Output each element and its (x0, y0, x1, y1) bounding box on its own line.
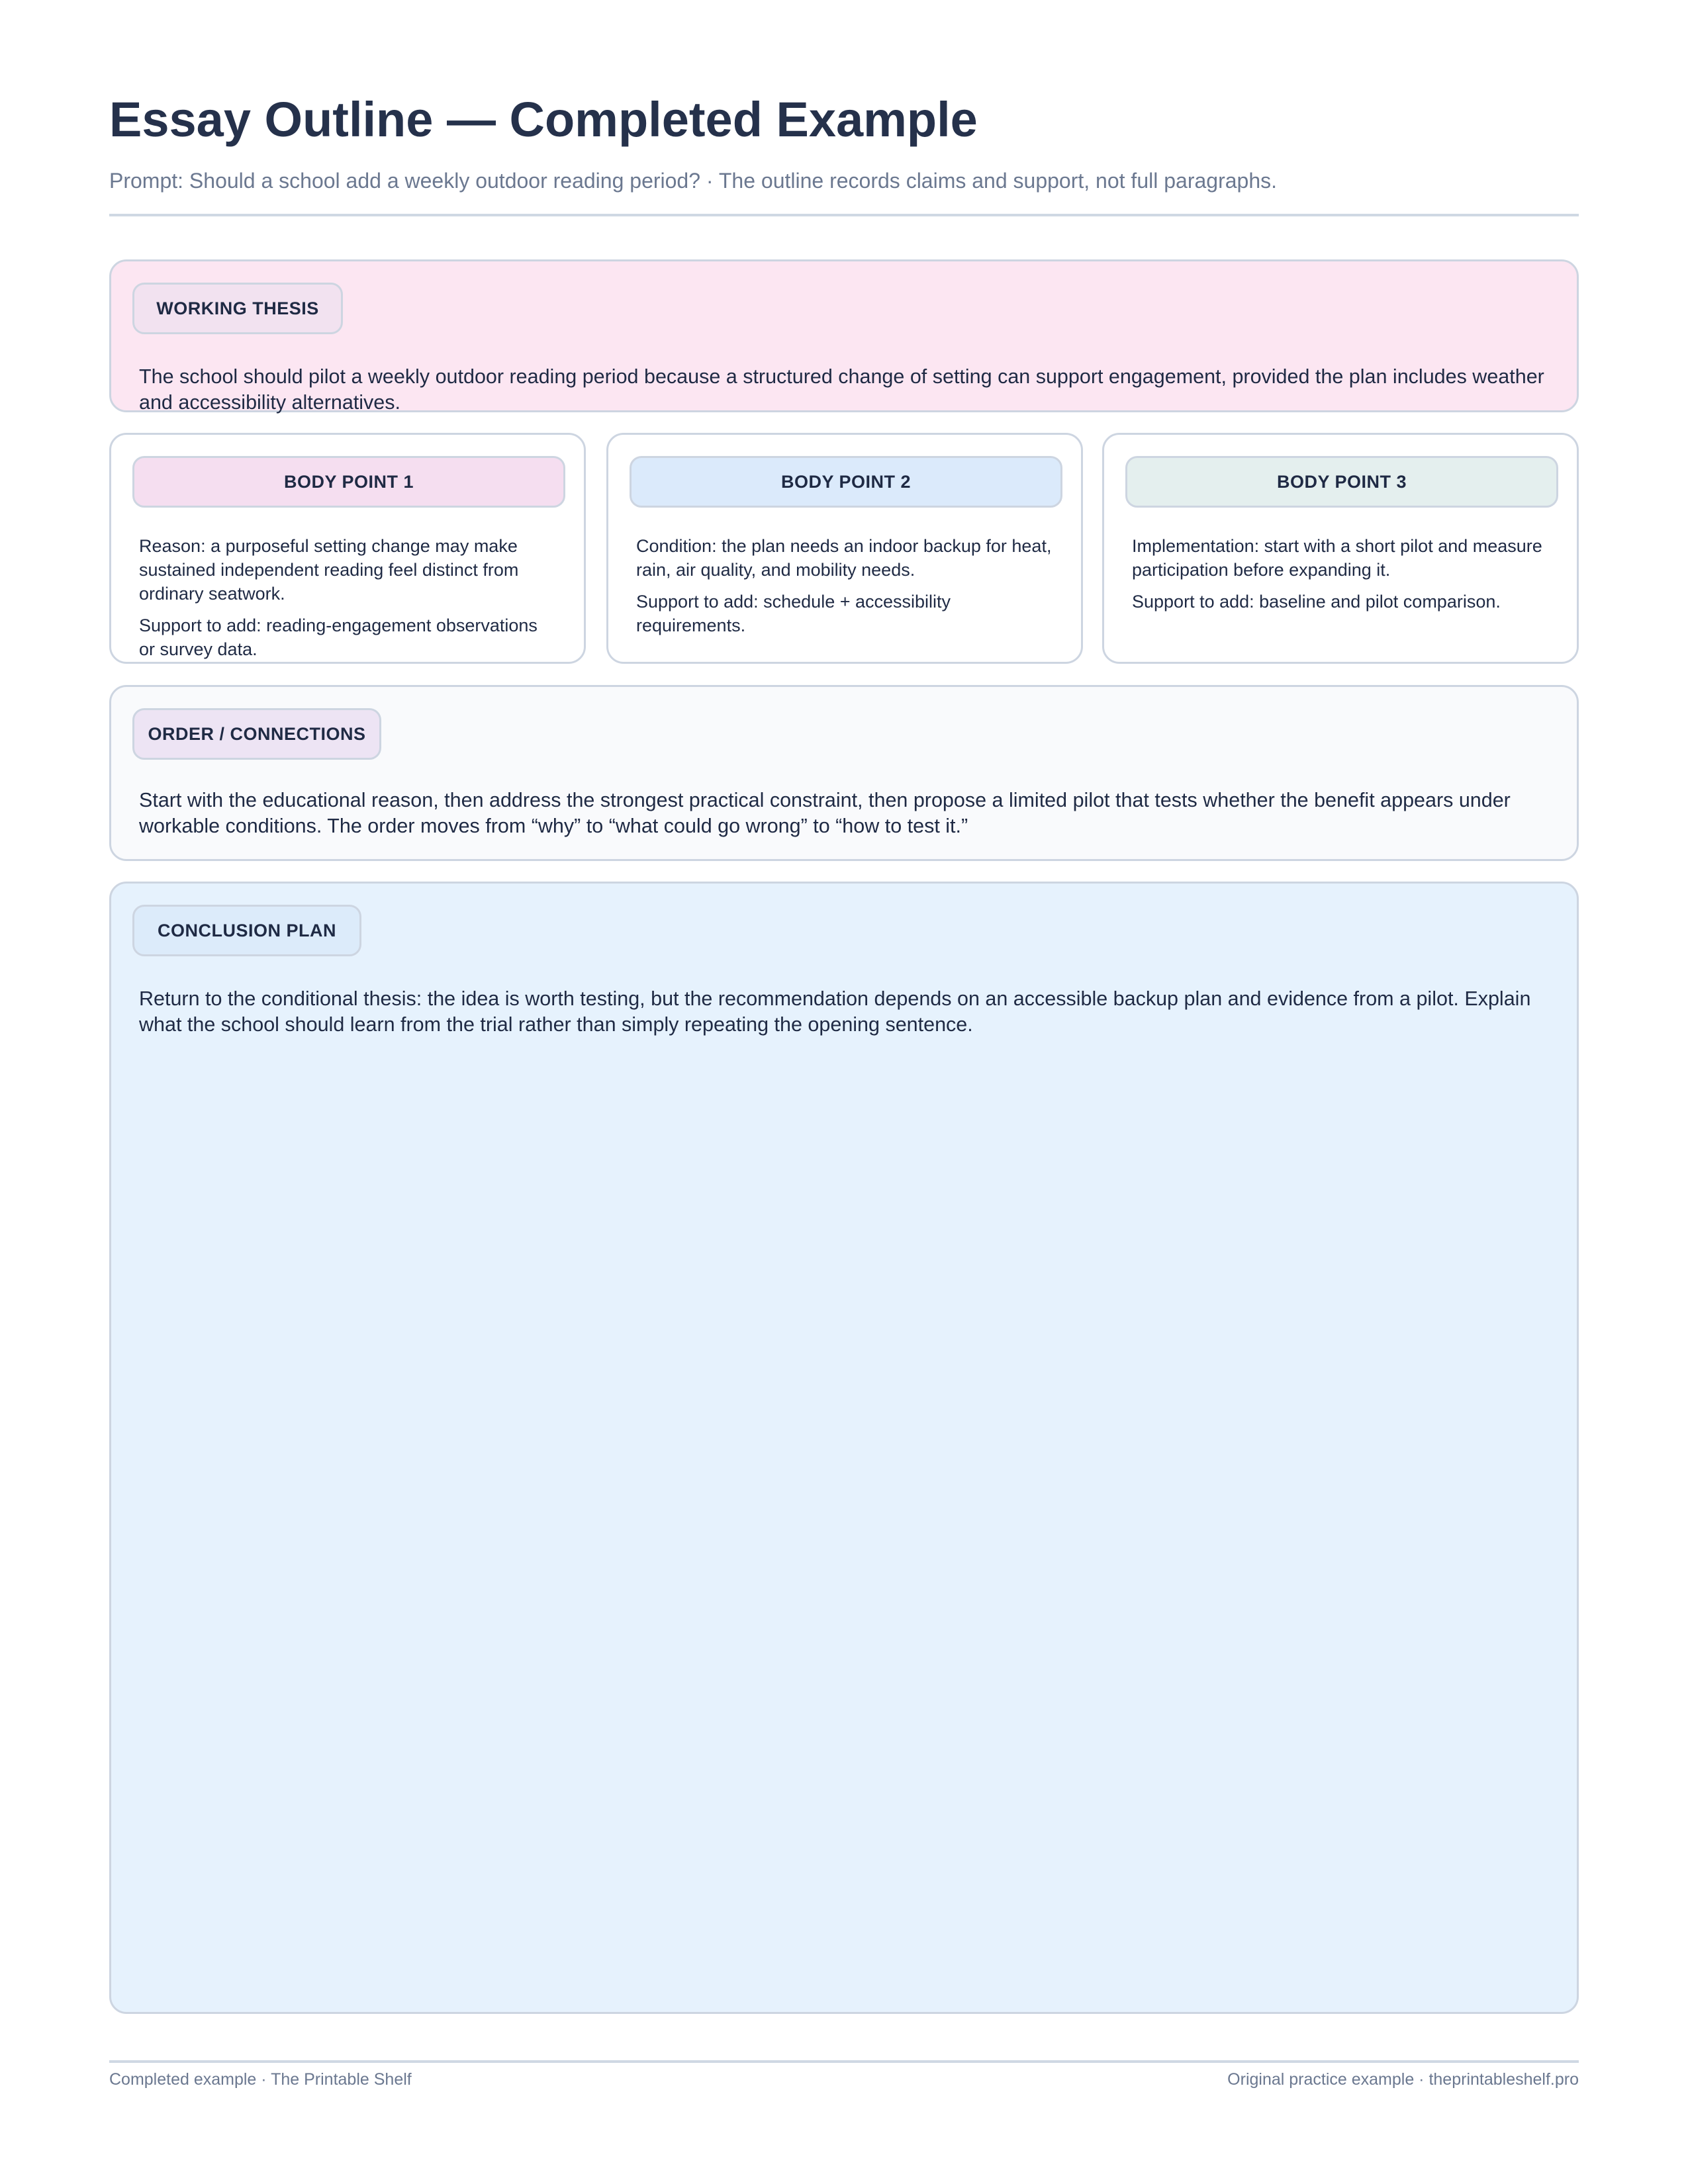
thesis-card (109, 259, 1579, 412)
conclusion-text: Return to the conditional thesis: the idea is worth testing, but the recommendation depends on an accessible backup plan and evidence from a pilot. Explain what the school should learn from the trial rather than simply repeating the opening sentence. (139, 987, 1531, 1036)
body-point-2-support: Support to add: schedule + accessibility requirements. (636, 592, 951, 635)
body-point-1-label: BODY POINT 1 (132, 456, 565, 508)
conclusion-card (109, 882, 1579, 2014)
body-point-3-label: BODY POINT 3 (1125, 456, 1558, 508)
body-point-3-content (1132, 534, 1550, 621)
thesis-label: WORKING THESIS (132, 283, 343, 334)
body-point-2-label: BODY POINT 2 (630, 456, 1062, 508)
body-point-1-reason: Reason: a purposeful setting change may make sustained independent reading feel distinct from ordinary seatwork. (139, 536, 519, 604)
body-point-2-content (636, 534, 1055, 645)
order-card (109, 685, 1579, 861)
footer-left: Completed example · The Printable Shelf (109, 2070, 412, 2089)
body-point-3-reason: Implementation: start with a short pilot and measure participation before expanding it. (1132, 536, 1542, 580)
page-title: Essay Outline — Completed Example (109, 92, 978, 147)
footer-divider (109, 2060, 1579, 2063)
worksheet-page (109, 0, 1579, 2184)
footer-right: Original practice example · theprintableshelf.pro (1227, 2070, 1579, 2089)
prompt-text: Prompt: Should a school add a weekly outdoor reading period? · The outline records claims and support, not full paragraphs. (109, 169, 1277, 193)
body-point-2-card (606, 433, 1083, 664)
body-point-1-card (109, 433, 586, 664)
body-point-1-content (139, 534, 557, 669)
body-point-3-support: Support to add: baseline and pilot comparison. (1132, 592, 1501, 612)
header-divider (109, 214, 1579, 216)
body-point-1-support: Support to add: reading-engagement observations or survey data. (139, 615, 538, 659)
order-label: ORDER / CONNECTIONS (132, 708, 381, 760)
conclusion-label: CONCLUSION PLAN (132, 905, 361, 956)
thesis-text: The school should pilot a weekly outdoor reading period because a structured change of setting can support engagement, provided the plan includes weather and accessibility alternatives. (139, 365, 1544, 414)
order-text: Start with the educational reason, then address the strongest practical constraint, then propose a limited pilot that tests whether the benefit appears under workable conditions. The order moves from “why” to “what could go wrong” to “how to test it.” (139, 789, 1511, 837)
body-point-2-reason: Condition: the plan needs an indoor backup for heat, rain, air quality, and mobility needs. (636, 536, 1052, 580)
body-point-3-card (1102, 433, 1579, 664)
